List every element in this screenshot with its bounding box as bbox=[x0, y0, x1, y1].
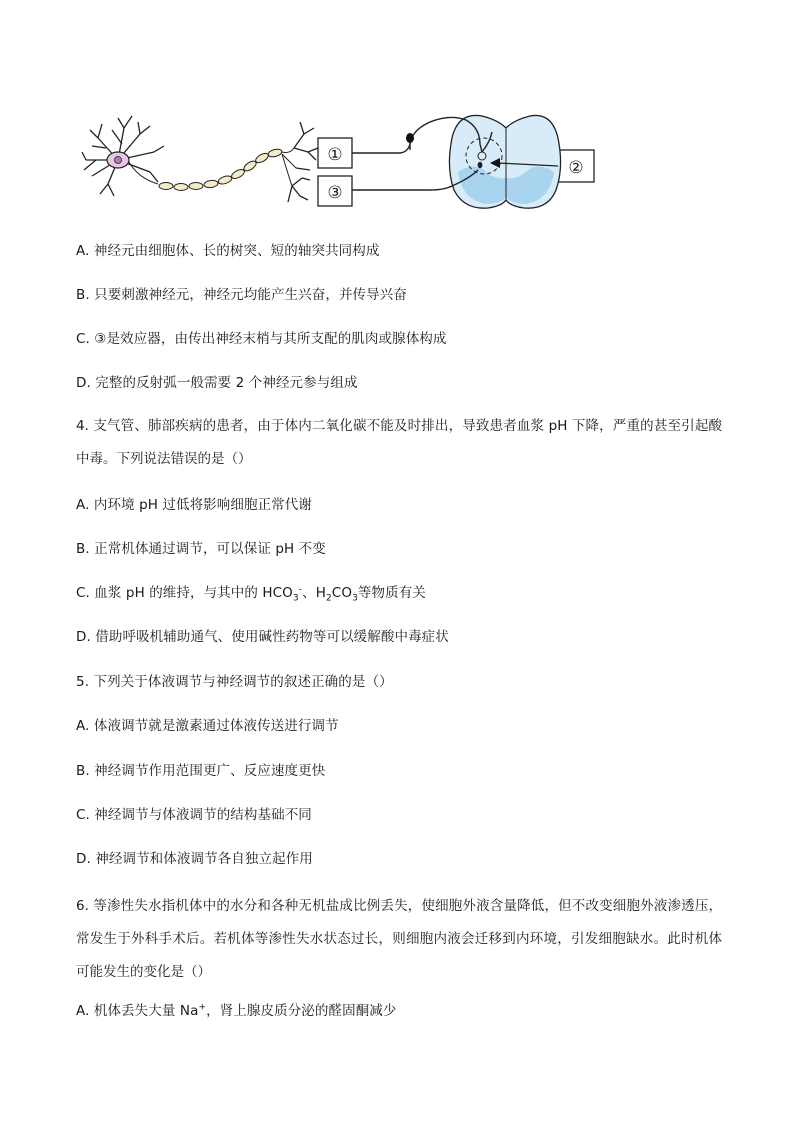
q4-option-d: D. 借助呼吸机辅助通气、使用碱性药物等可以缓解酸中毒症状 bbox=[76, 629, 449, 645]
q5-option-b: B. 神经调节作用范围更广、反应速度更快 bbox=[76, 763, 326, 779]
q3-option-c: C. ③是效应器，由传出神经末梢与其所支配的肌肉或腺体构成 bbox=[76, 331, 447, 347]
q4-h2co3-sub1: 2 bbox=[325, 593, 332, 604]
label-2-text: ② bbox=[568, 158, 584, 178]
axon-myelin bbox=[129, 148, 296, 191]
q4-option-c-part3: CO bbox=[331, 585, 353, 601]
q4-h2co3-sub2: 3 bbox=[352, 593, 358, 604]
label-1-text: ① bbox=[327, 145, 343, 165]
ganglion-dot bbox=[406, 133, 414, 143]
q6-option-a-part1: A. 机体丢失大量 Na bbox=[76, 1003, 199, 1019]
q5-option-d: D. 神经调节和体液调节各自独立起作用 bbox=[76, 851, 313, 867]
neuron-nucleus bbox=[115, 157, 122, 164]
q5-option-a: A. 体液调节就是激素通过体液传送进行调节 bbox=[76, 718, 339, 734]
q6-stem: 6. 等渗性失水指机体中的水分和各种无机盐成比例丢失，使细胞外液含量降低，但不改变细胞外液渗透压，常发生于外科手术后。若机体等渗性失水状态过长，则细胞内液会迁移到内环境，引发细胞缺水。此时机体可能发生的变化是（） bbox=[76, 898, 722, 980]
q5-option-c: C. 神经调节与体液调节的结构基础不同 bbox=[76, 807, 312, 823]
q4-option-c-part4: 等物质有关 bbox=[357, 585, 426, 601]
q4-option-b: B. 正常机体通过调节，可以保证 pH 不变 bbox=[76, 541, 326, 557]
q4-stem: 4. 支气管、肺部疾病的患者，由于体内二氧化碳不能及时排出，导致患者血浆 pH 下降，严重的甚至引起酸中毒。下列说法错误的是（） bbox=[76, 418, 722, 467]
q3-option-d: D. 完整的反射弧一般需要 2 个神经元参与组成 bbox=[76, 375, 358, 391]
q3-option-b: B. 只要刺激神经元，神经元均能产生兴奋，并传导兴奋 bbox=[76, 287, 407, 303]
q6-option-a-part2: ，肾上腺皮质分泌的醛固酮减少 bbox=[206, 1003, 397, 1019]
reflex-arc-figure bbox=[78, 108, 608, 216]
q4-option-c bbox=[76, 583, 426, 603]
q5-stem: 5. 下列关于体液调节与神经调节的叙述正确的是（） bbox=[76, 674, 393, 690]
q4-option-c-part1: C. 血浆 pH 的维持，与其中的 HCO bbox=[76, 585, 293, 601]
spinal-cord bbox=[449, 115, 560, 208]
q4-option-a: A. 内环境 pH 过低将影响细胞正常代谢 bbox=[76, 497, 312, 513]
q3-option-a: A. 神经元由细胞体、长的树突、短的轴突共同构成 bbox=[76, 243, 380, 259]
q4-hco3-sub: 3 bbox=[292, 593, 299, 604]
q6-option-a bbox=[76, 1001, 397, 1021]
q4-hco3-sup: - bbox=[298, 584, 303, 595]
q4-option-c-part2: 、H bbox=[302, 585, 326, 601]
label-3-text: ③ bbox=[327, 183, 343, 203]
q6-na-sup: + bbox=[198, 1002, 207, 1013]
